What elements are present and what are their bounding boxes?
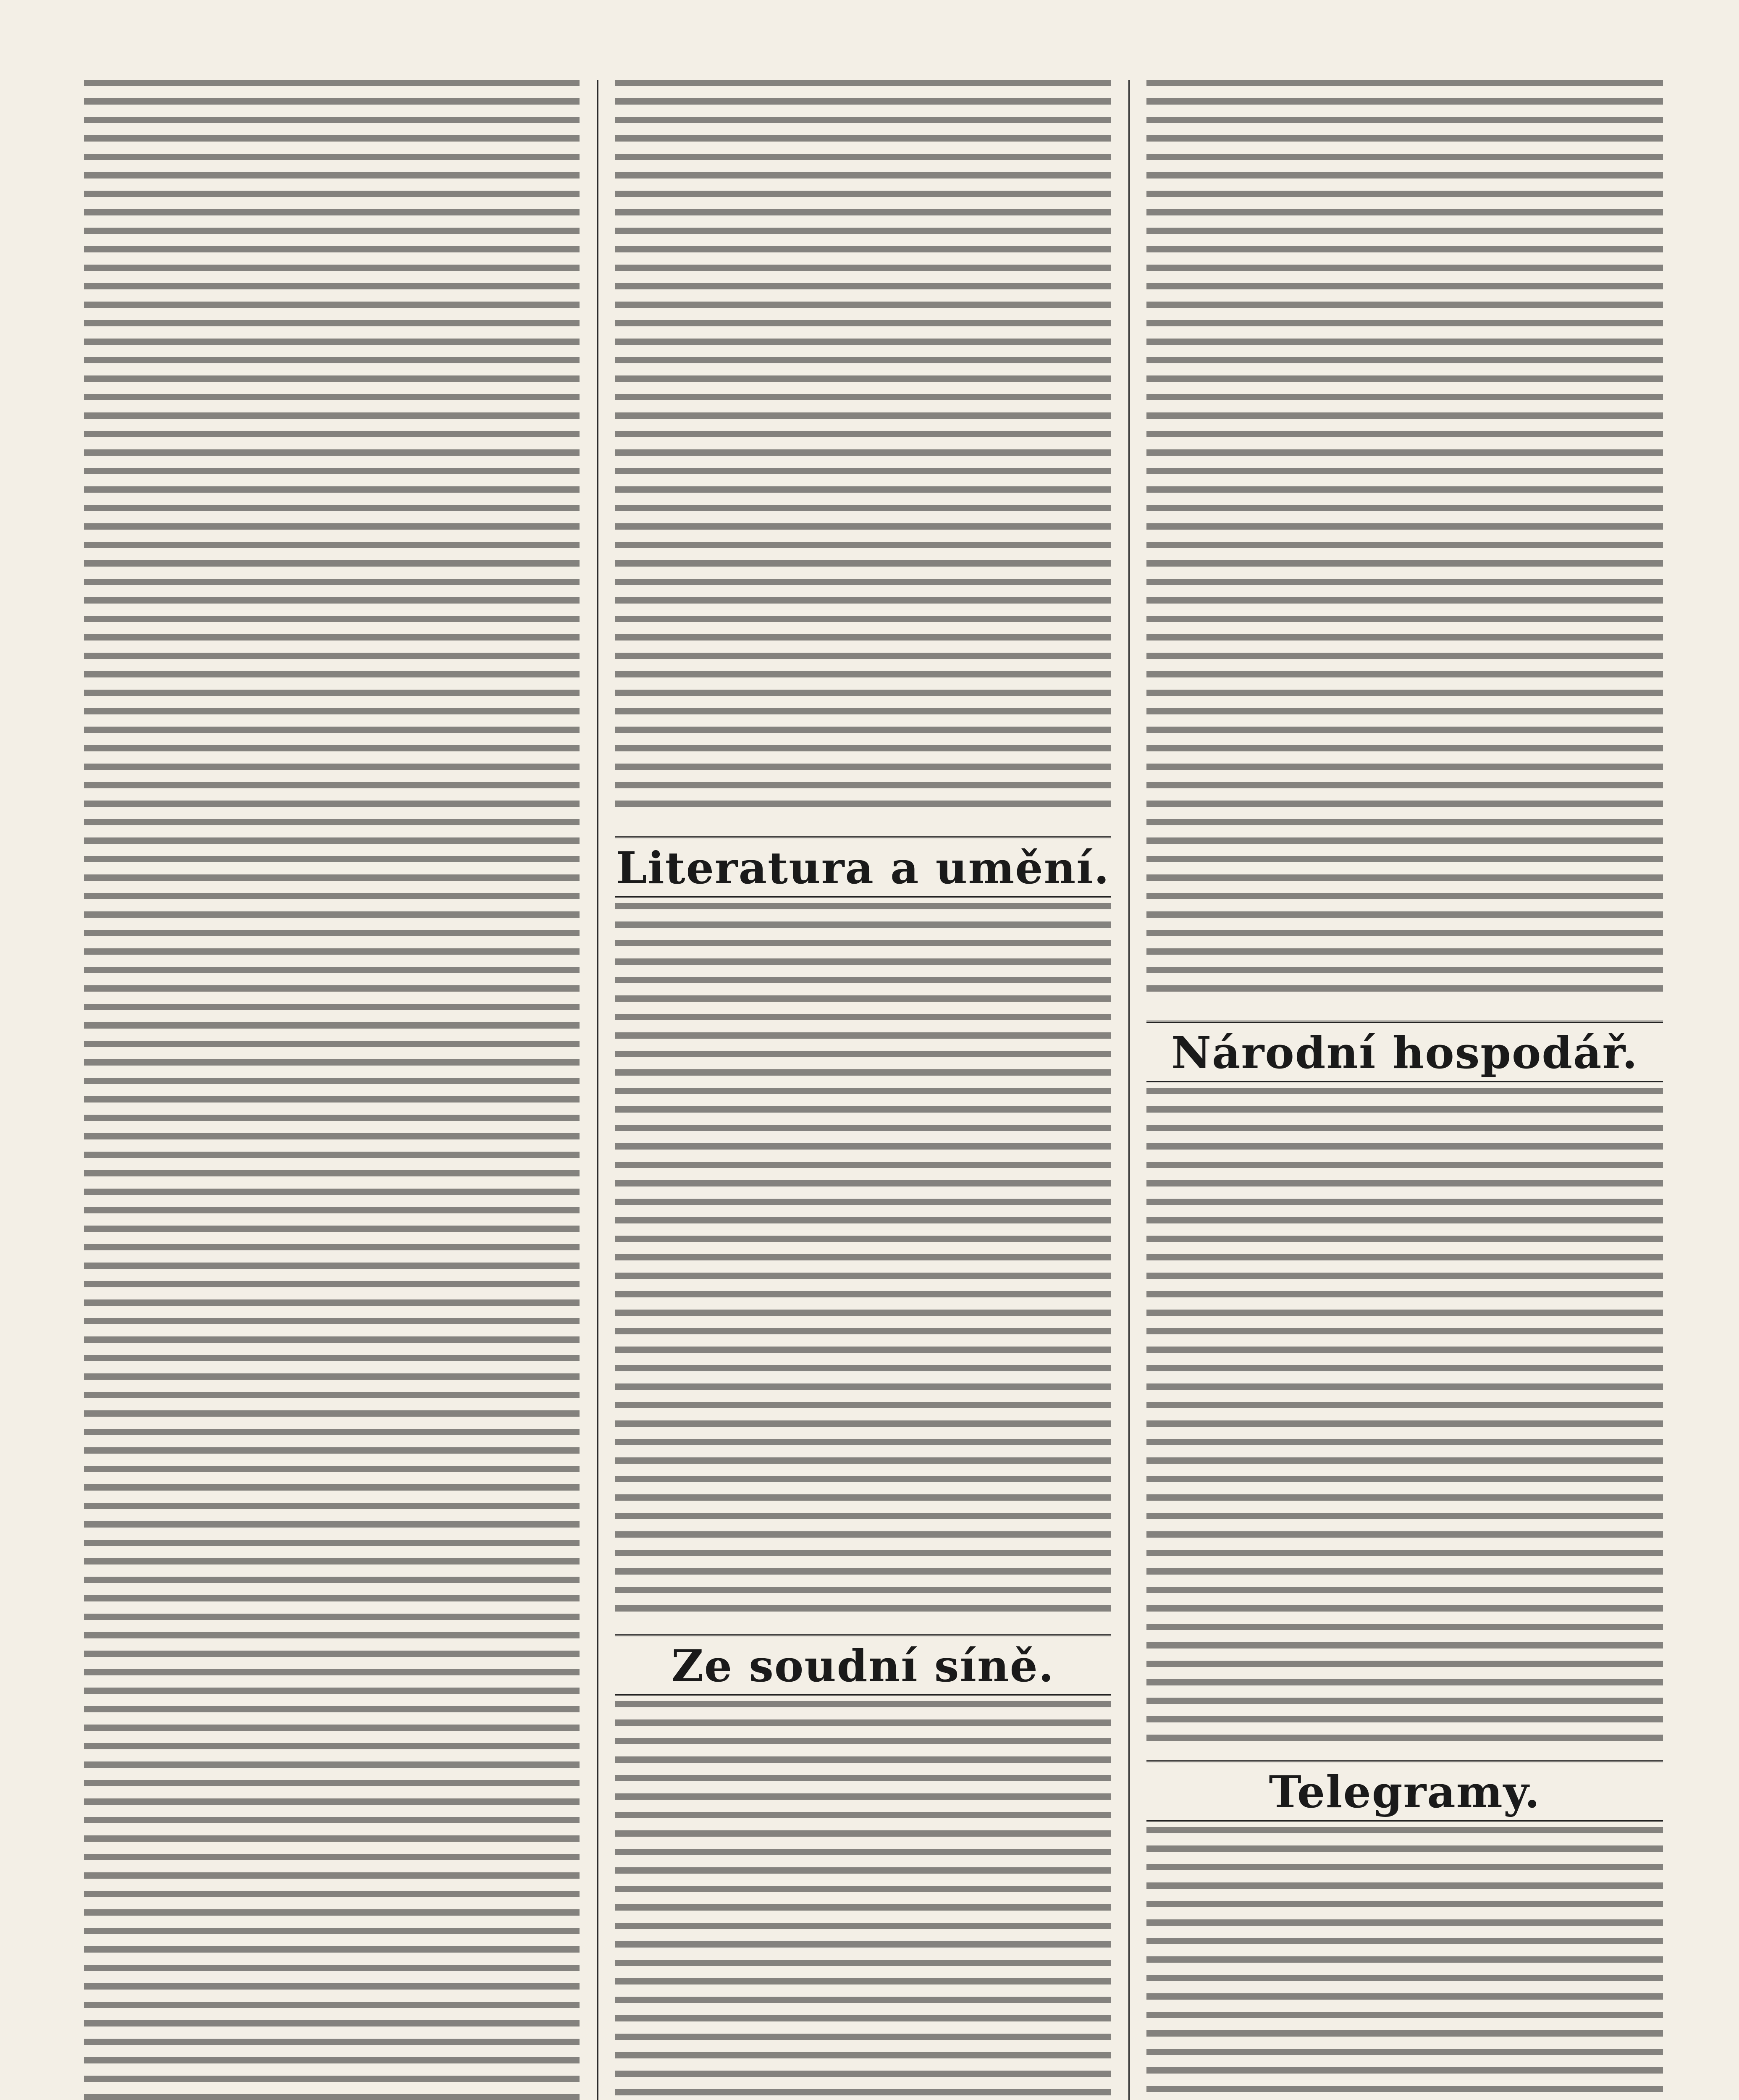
column-divider [1128, 80, 1130, 2100]
article-text [1146, 1088, 1663, 1743]
article-text [615, 903, 1111, 1617]
article-text [1146, 1827, 1663, 2100]
section-heading: Národní hospodář. [1146, 1021, 1663, 1082]
column-middle [615, 80, 1111, 2100]
article-text [1146, 80, 1663, 1004]
article-text [84, 80, 580, 2100]
section-soud [615, 1634, 1111, 1696]
column-left [84, 80, 580, 2100]
section-telegramy [1146, 1760, 1663, 1822]
column-right [1146, 80, 1663, 2100]
section-heading: Literatura a umění. [615, 836, 1111, 898]
section-heading: Telegramy. [1146, 1760, 1663, 1822]
article-text [615, 1701, 1111, 2100]
section-literatura [615, 836, 1111, 898]
article-text [615, 80, 1111, 819]
column-divider [597, 80, 598, 2100]
section-hospodar [1146, 1021, 1663, 1082]
newspaper-page [84, 80, 1663, 2100]
section-heading: Ze soudní síně. [615, 1634, 1111, 1696]
